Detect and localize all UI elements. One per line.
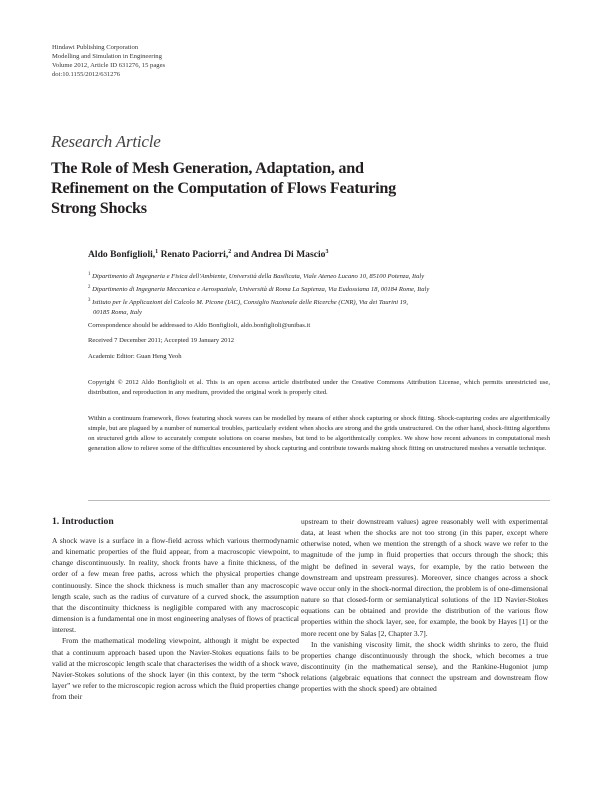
journal-header	[52, 44, 165, 80]
affiliation: 00185 Roma, Italy	[93, 309, 142, 317]
right-column	[301, 516, 548, 695]
academic-editor: Academic Editor: Guan Heng Yeoh	[88, 353, 182, 360]
author-name: Aldo Bonfiglioli,	[88, 249, 156, 261]
affiliation: $^2$ Dipartimento di Ingegneria Meccanica e Aerospaziale, Università di Roma La Sapienza, Via Eudossiana 18, 00184 Rome, Italy	[88, 284, 430, 293]
left-column	[52, 535, 299, 702]
section-heading: 1. Introduction	[52, 516, 114, 527]
author-name: and Andrea Di Mascio	[233, 249, 326, 261]
author-name: Renato Paciorri,	[160, 249, 229, 261]
received-dates: Received 7 December 2011; Accepted 19 January 2012	[88, 337, 235, 344]
publisher: Hindawi Publishing Corporation	[52, 44, 139, 51]
paper-title	[51, 158, 491, 218]
affiliations	[88, 270, 548, 319]
paragraph: upstream to their downstream values) agree reasonably well with experimental data, at least when the shocks are not too strong (in this paper, except where otherwise noted, when we mention the strength of a shock wave we refer to the magnitude of the jump in fluid properties that occurs through the shock; this might be defined in several ways, for example, by the ratio between the downstream and upstream pressures). Moreover, since changes across a shock wave occur only in the shock-normal direction, the problem is of one-dimensional nature so that closed-form or semianalytical solutions of the 1D Navier-Stokes equations can be obtained and provide the distribution of the various flow properties within the shock layer, see, for example, the book by Hayes [1] or the more recent one by Salas [2, Chapter 3.7].	[301, 517, 548, 638]
title-line: The Role of Mesh Generation, Adaptation, and	[51, 159, 364, 177]
abstract: Within a continuum framework, flows featuring shock waves can be modelled by means of either shock capturing or shock fitting. Shock-capturing codes are algorithmically simple, but are plagued by a number of numerical troubles, particularly evident when shocks are strong and the grids unstructured. On the other hand, shock-fitting algorithms on structured grids allow to accurately compute solutions on coarse meshes, but tend to be algorithmically complex. We show how recent advances in computational mesh generation allow to relieve some of the difficulties encountered by shock capturing and contribute towards making shock fitting on unstructured meshes a versatile technique.	[88, 415, 550, 453]
affiliation: $^1$ Dipartimento di Ingegneria e Fisica dell'Ambiente, Università della Basilicata, Viale Ateneo Lucano 10, 85100 Potenza, Italy	[88, 272, 425, 281]
title-line: Strong Shocks	[51, 199, 147, 217]
correspondence: Correspondence should be addressed to Aldo Bonfiglioli, aldo.bonfiglioli@unibas.it	[88, 322, 311, 329]
affiliation: $^3$ Istituto per le Applicazioni del Calcolo M. Picone (IAC), Consiglio Nazionale delle Ricerche (CNR), Via dei Taurini 19,	[88, 297, 408, 306]
author-affil-ref: 2	[228, 249, 232, 255]
article-type: Research Article	[51, 132, 161, 151]
author-list	[88, 249, 328, 260]
paragraph: A shock wave is a surface in a flow-field across which various thermodynamic and kinematic properties of the fluid appear, from a macroscopic viewpoint, to change discontinuously. In reality, shock fronts have a finite thickness, of the order of a few mean free paths, across which the physical properties change continuously. Since the shock thickness is much smaller than any macroscopic length scale, such as the radius of curvature of a curved shock, the assumption that the discontinuity thickness is negligible compared with any macroscopic dimension is a fundamental one in most engineering analyses of flows of practical interest.	[52, 536, 299, 635]
copyright-notice: Copyright © 2012 Aldo Bonfiglioli et al. This is an open access article distributed under the Creative Commons Attribution License, which permits unrestricted use, distribution, and reproduction in any medium, provided the original work is properly cited.	[88, 379, 550, 396]
volume-info: Volume 2012, Article ID 631276, 15 pages	[52, 61, 166, 69]
title-line: Refinement on the Computation of Flows Featuring	[51, 179, 397, 197]
author-affil-ref: 1	[155, 249, 159, 255]
divider	[88, 500, 550, 501]
paragraph: In the vanishing viscosity limit, the shock width shrinks to zero, the fluid properties change discontinuously through the shock, which becomes a true discontinuity (in the mathematical sense), and the Rankine-Hugoniot jump relations (algebraic equations that connect the upstream and downstream flow properties with the shock speed) are obtained	[301, 639, 548, 694]
paragraph: From the mathematical modeling viewpoint, although it might be expected that a continuum approach based upon the Navier-Stokes equations fails to be valid at the microscopic length scale that characterises the width of a shock wave, Navier-Stokes solutions of the shock layer (in this context, by the term “shock layer” we refer to the microscopic region across which the fluid properties change from their	[52, 636, 299, 702]
author-affil-ref: 3	[325, 249, 329, 255]
journal-name: Modelling and Simulation in Engineering	[52, 52, 162, 60]
doi: doi:10.1155/2012/631276	[52, 70, 121, 78]
